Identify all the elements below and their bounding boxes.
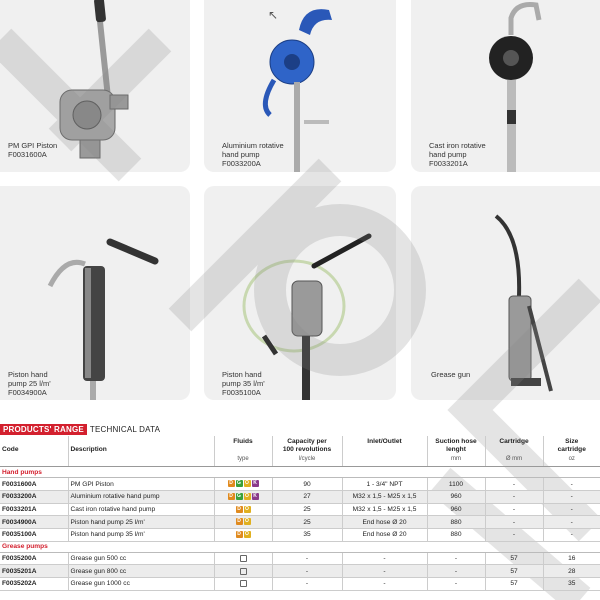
cell-description: Cast iron rotative hand pump (68, 503, 214, 516)
cell-suction: 960 (427, 503, 485, 516)
cell-inlet: - (342, 565, 427, 578)
fluid-icons (214, 578, 272, 591)
cell-description: PM GPI Piston (68, 478, 214, 491)
product-card-aluminium-rotative (204, 0, 396, 172)
product-label: Piston hand pump 25 l/m' F0034900A (8, 370, 51, 397)
cell-size: 16 (543, 552, 600, 565)
product-label: Piston hand pump 35 l/m' F0035100A (222, 370, 265, 397)
cell-size: - (543, 528, 600, 541)
fluid-type-icon: K (253, 493, 257, 500)
table-row (0, 503, 600, 516)
fluid-icons (214, 516, 272, 529)
group-name: Hand pumps (0, 467, 600, 478)
fluid-type-icon: D (237, 505, 241, 512)
cell-inlet: End hose Ø 20 (342, 528, 427, 541)
fluid-icons (214, 478, 272, 491)
header-capacity: Capacity per 100 revolutions (272, 436, 342, 454)
header-description: Description (68, 436, 214, 454)
table-row (0, 578, 600, 591)
unit-suction: mm (427, 454, 485, 467)
cell-cartridge: - (485, 516, 543, 529)
cell-capacity: 25 (272, 503, 342, 516)
cell-suction: - (427, 552, 485, 565)
cell-size: - (543, 490, 600, 503)
cell-suction: 880 (427, 528, 485, 541)
piston-25-pump-image (0, 186, 190, 400)
table-row (0, 552, 600, 565)
section-heading: TECHNICAL DATA (89, 425, 161, 434)
fluid-type-icon: O (245, 518, 249, 525)
cell-description: Piston hand pump 35 l/m' (68, 528, 214, 541)
cell-code: F0035202A (0, 578, 68, 591)
fluid-icons (214, 552, 272, 565)
cell-inlet: 1 - 3/4" NPT (342, 478, 427, 491)
table-row (0, 565, 600, 578)
cell-cartridge: - (485, 478, 543, 491)
fluid-icons (214, 528, 272, 541)
cell-capacity: - (272, 578, 342, 591)
grease-gun-image (411, 186, 600, 400)
table-group-row (0, 467, 600, 478)
table-group-row (0, 541, 600, 552)
fluid-icons (214, 565, 272, 578)
product-card-pm-gpi-piston (0, 0, 190, 172)
header-size: Size cartridge (543, 436, 600, 454)
cell-size: 28 (543, 565, 600, 578)
cell-code: F0035200A (0, 552, 68, 565)
table-body (0, 467, 600, 591)
cell-inlet: M32 x 1,5 - M25 x 1,5 (342, 490, 427, 503)
product-label: Grease gun (431, 370, 471, 379)
section-tag: PRODUCTS' RANGE (0, 424, 87, 435)
cell-cartridge: - (485, 490, 543, 503)
fluid-type-icon: O (245, 480, 249, 487)
fluid-type-icon: O (245, 505, 249, 512)
fluid-type-icon: D (237, 531, 241, 538)
header-fluids: Fluids (214, 436, 272, 454)
cell-cartridge: - (485, 528, 543, 541)
product-card-piston-25 (0, 186, 190, 400)
cell-capacity: 35 (272, 528, 342, 541)
header-code: Code (2, 446, 19, 453)
fluid-type-icon: K (253, 480, 257, 487)
section-title (0, 424, 160, 435)
fluid-type-icon: G (237, 480, 241, 487)
table-unit-row (0, 454, 600, 467)
cell-cartridge: 57 (485, 565, 543, 578)
unit-size: oz (543, 454, 600, 467)
cell-size: - (543, 503, 600, 516)
cell-code: F0035201A (0, 565, 68, 578)
cell-code: F0035100A (0, 528, 68, 541)
cell-cartridge: - (485, 503, 543, 516)
header-cartridge: Cartridge (485, 436, 543, 454)
grease-icon (240, 555, 247, 562)
cell-description: Grease gun 800 cc (68, 565, 214, 578)
cell-suction: 880 (427, 516, 485, 529)
cell-suction: 960 (427, 490, 485, 503)
cell-capacity: 90 (272, 478, 342, 491)
table-row (0, 516, 600, 529)
cell-suction: - (427, 578, 485, 591)
cell-code: F0034900A (0, 516, 68, 529)
product-label: Aluminium rotative hand pump F0033200A (222, 141, 284, 168)
fluid-type-icon: O (245, 493, 249, 500)
product-card-piston-35 (204, 186, 396, 400)
cell-code: F0033200A (0, 490, 68, 503)
fluid-type-icon: D (229, 480, 233, 487)
cell-description: Grease gun 500 cc (68, 552, 214, 565)
cell-inlet: - (342, 578, 427, 591)
header-suction: Suction hose lenght (427, 436, 485, 454)
cell-inlet: M32 x 1,5 - M25 x 1,5 (342, 503, 427, 516)
cell-cartridge: 57 (485, 552, 543, 565)
grease-icon (240, 568, 247, 575)
fluid-type-icon: O (245, 531, 249, 538)
cell-capacity: - (272, 565, 342, 578)
fluid-type-icon: G (237, 493, 241, 500)
cell-code: F0031600A (0, 478, 68, 491)
table-row (0, 478, 600, 491)
cell-suction: 1100 (427, 478, 485, 491)
cell-description: Grease gun 1000 cc (68, 578, 214, 591)
cell-cartridge: 57 (485, 578, 543, 591)
grease-icon (240, 580, 247, 587)
cell-description: Aluminium rotative hand pump (68, 490, 214, 503)
table-row (0, 490, 600, 503)
piston-35-pump-image (204, 186, 396, 400)
fluid-icons (214, 490, 272, 503)
cell-description: Piston hand pump 25 l/m' (68, 516, 214, 529)
cell-size: 35 (543, 578, 600, 591)
cell-capacity: 25 (272, 516, 342, 529)
fluid-type-icon: D (229, 493, 233, 500)
product-label: Cast iron rotative hand pump F0033201A (429, 141, 486, 168)
cell-inlet: End hose Ø 20 (342, 516, 427, 529)
header-inlet: Inlet/Outlet (342, 436, 427, 454)
fluid-icons (214, 503, 272, 516)
technical-data-table (0, 436, 600, 591)
cell-size: - (543, 516, 600, 529)
cell-suction: - (427, 565, 485, 578)
cell-capacity: - (272, 552, 342, 565)
unit-fluids: type (214, 454, 272, 467)
table-header-row (0, 436, 600, 454)
cursor-icon: ↖ (268, 8, 279, 22)
product-label: PM GPI Piston F0031600A (8, 141, 58, 159)
group-name: Grease pumps (0, 541, 600, 552)
product-card-cast-iron-rotative (411, 0, 600, 172)
table-row (0, 528, 600, 541)
product-card-grease-gun (411, 186, 600, 400)
cell-capacity: 27 (272, 490, 342, 503)
fluid-type-icon: D (237, 518, 241, 525)
unit-cartridge: Ø mm (485, 454, 543, 467)
cell-inlet: - (342, 552, 427, 565)
unit-capacity: l/cycle (272, 454, 342, 467)
cell-code: F0033201A (0, 503, 68, 516)
cell-size: - (543, 478, 600, 491)
